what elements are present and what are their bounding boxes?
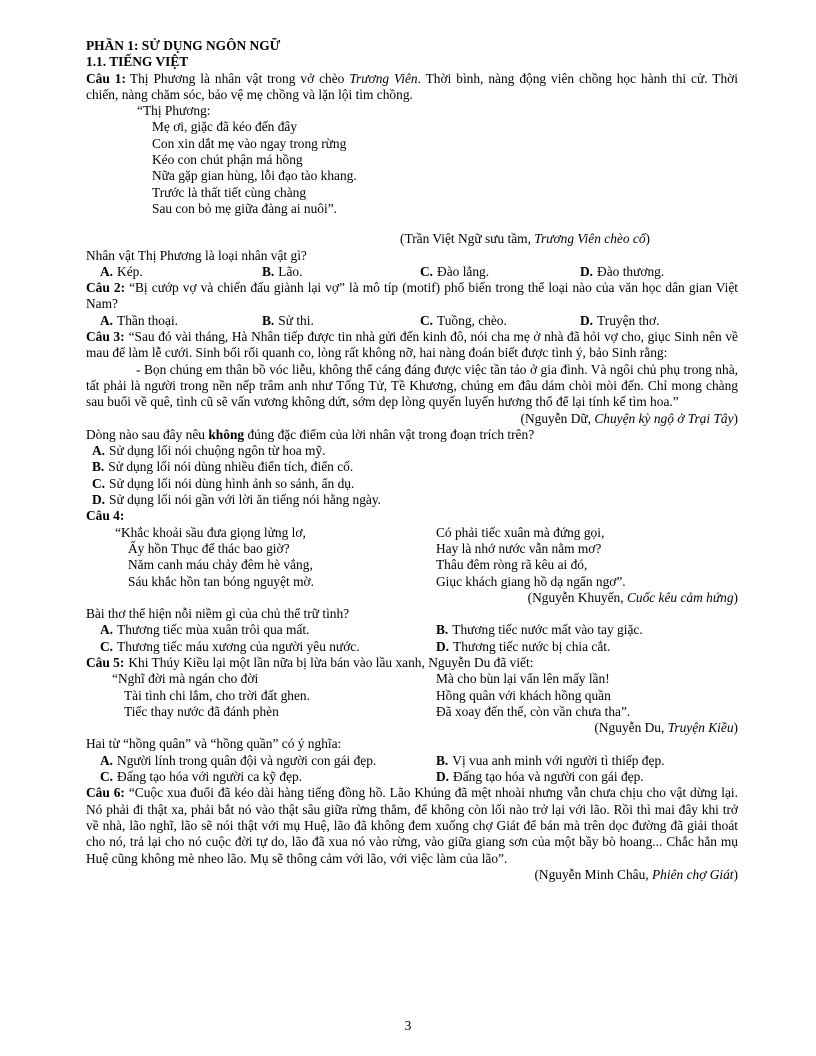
- page-content: [86, 38, 738, 883]
- q1-option-b: [262, 264, 420, 280]
- option-letter: B.: [436, 752, 449, 768]
- q2-intro-text: “Bị cướp vợ và chiến đấu giành lại vợ” là mô típ (motif) phổ biến trong thể loại nào của văn học dân gian Việt Nam?: [86, 280, 738, 312]
- verse-line-right: Thâu đêm ròng rã kêu ai đó,: [436, 557, 588, 573]
- q4-question: Bài thơ thể hiện nỗi niềm gì của chủ thể trữ tình?: [86, 606, 350, 622]
- option-text: Lão.: [278, 263, 303, 279]
- q5-option-b: [436, 753, 665, 769]
- q6-intro: [86, 785, 738, 866]
- option-letter: A.: [92, 443, 106, 459]
- option-text: Thương tiếc nước mất vào tay giặc.: [452, 622, 643, 638]
- q1-verse-line: Trước là thất tiết cùng chàng: [152, 184, 307, 200]
- q5-option-d: [436, 769, 644, 785]
- verse-line-right: Giục khách giang hồ dạ ngẩn ngơ”.: [436, 573, 626, 589]
- q1-source-text: (Trần Việt Ngữ sưu tầm: [400, 231, 528, 247]
- option-text: Sử dụng lối nói dùng hình ảnh so sánh, ẩn dụ.: [109, 475, 355, 491]
- q3-intro: [86, 329, 738, 362]
- q5-verse-row: [112, 688, 738, 704]
- q5-intro-text: Khi Thúy Kiều lại một lần nữa bị lừa bán vào lầu xanh, Nguyễn Du đã viết:: [128, 654, 534, 670]
- option-text: Thần thoại.: [117, 312, 179, 328]
- q1-intro-text-2: . Thời bình, nàng động viên chồng học hành thi cử. Thời chiến, nàng chăm sóc, bảo vệ mẹ chồng và lặn lội tìm chồng.: [86, 70, 738, 102]
- option-letter: C.: [420, 263, 434, 279]
- verse-line-right: Hay là nhớ nước vẫn nằm mơ?: [436, 540, 602, 556]
- q4-source-text: (Nguyễn Khuyến,: [527, 589, 627, 605]
- option-letter: A.: [100, 622, 114, 638]
- q3-question: [86, 427, 738, 443]
- option-letter: C.: [92, 475, 106, 491]
- q3-source-close: ): [733, 410, 738, 426]
- option-letter: A.: [100, 263, 114, 279]
- option-letter: B.: [92, 459, 105, 475]
- q1-intro-text-1: Thị Phương là nhân vật trong vở chèo: [129, 70, 350, 86]
- q4-source: [86, 590, 738, 606]
- option-letter: C.: [420, 312, 434, 328]
- q2-option-d: [580, 313, 738, 329]
- q3-source-work: Chuyện kỳ ngộ ở Trại Tây: [594, 410, 734, 426]
- option-text: Kép.: [117, 263, 143, 279]
- verse-line-right: Hồng quân với khách hồng quần: [436, 687, 611, 703]
- q4-verse-row: [115, 525, 738, 541]
- verse-line-left: Tiếc thay nước đã đánh phèn: [124, 703, 279, 719]
- q4-option-a: [100, 622, 436, 638]
- q4-source-close: ): [733, 589, 738, 605]
- q2-option-c: [420, 313, 580, 329]
- q4-options-row-2: [100, 639, 738, 655]
- option-text: Đấng tạo hóa với người ca kỹ đẹp.: [117, 769, 303, 785]
- q2-options: [100, 313, 738, 329]
- option-text: Đào lẳng.: [437, 263, 490, 279]
- q1-option-a: [100, 264, 262, 280]
- q3-source-text: (Nguyễn Dữ,: [520, 410, 595, 426]
- q3-reply: - Bọn chúng em thân bồ vóc liễu, không thể cáng đáng được việc tần tảo ở gia đình. Và ngôi chủ phụ trong nhà, tất phải là người trong nền nếp trâm anh như Tống Tử, Tề Khương, chúng em đâu dám chòi mòi đến. Chỉ mong chàng sau buổi về quê, tình cũ sẽ vấn vương không dứt, sớm dẹp lòng quyến luyến hương thổ để lại tính kế tìm hoa.”: [86, 361, 738, 410]
- q5-option-a: [100, 753, 436, 769]
- q1-verse-line: Kéo con chút phận má hồng: [152, 152, 303, 168]
- q3-label: Câu 3:: [86, 329, 125, 345]
- q3-question-text-2: đúng đặc điểm của lời nhân vật trong đoạn trích trên?: [244, 426, 535, 442]
- q1-option-d: [580, 264, 738, 280]
- q4-verse-row: [115, 574, 738, 590]
- q6-intro-text: “Cuộc xua đuổi đã kéo dài hàng tiếng đồng hồ. Lão Khúng đã mệt nhoài nhưng vẫn chưa chịu cho vật dừng lại. Nó phải đi thật xa, phải bắt nó vào thật sâu giữa rừng thẳm, để không còn lối nào trở lại với lão. Rồi thì mai đây khi trở về nhà, lão nghĩ, lão sẽ nói thật với mụ Huệ, lão đã không đem xuống chợ Giát để bán mà trên dọc đường đã giải thoát cho nó, trả lại cho nó cuộc đời tự do, lão đã xua nó vào rừng, vào giữa giang sơn của một bầy bò hoang... Chắc hẳn mụ Huệ cũng không mè nheo lão. Mụ sẽ thông cảm với lão, với việc làm của lão”.: [86, 785, 738, 866]
- q1-verse: [86, 103, 738, 217]
- q1-intro: [86, 71, 738, 104]
- option-text: Sử dụng lối nói dùng nhiều điển tích, điển cố.: [108, 459, 354, 475]
- q5-verse-row: [112, 671, 738, 687]
- option-text: Sử dụng lối nói gần với lời ăn tiếng nói hằng ngày.: [109, 492, 382, 508]
- q2-label: Câu 2:: [86, 280, 126, 296]
- q1-question: Nhân vật Thị Phương là loại nhân vật gì?: [86, 247, 307, 263]
- verse-line-left: Sáu khắc hồn tan bóng nguyệt mờ.: [128, 573, 314, 589]
- q5-intro: [86, 655, 738, 671]
- verse-line-right: Có phải tiếc xuân mà đứng gọi,: [436, 524, 605, 540]
- q5-options-row-1: [100, 753, 738, 769]
- q1-source-work: , Trương Viên chèo cổ: [527, 231, 646, 247]
- option-letter: B.: [262, 263, 275, 279]
- q1-verse-line: Nữa gặp gian hùng, lỗi đạo tào khang.: [152, 168, 357, 184]
- q6-source-work: Phiên chợ Giát: [652, 866, 734, 882]
- option-letter: D.: [92, 492, 106, 508]
- q3-option-d: [92, 492, 738, 508]
- option-text: Thương tiếc máu xương của người yêu nước.: [117, 638, 360, 654]
- q3-option-a: [92, 443, 738, 459]
- q2-option-a: [100, 313, 262, 329]
- q3-intro-text: “Sau đó vài tháng, Hà Nhân tiếp được tin nhà gửi đến kinh đô, nói cha mẹ ở nhà đã hỏi vợ cho, giục Sinh nên về mau để làm lễ cưới. Sinh bối rối quanh co, lòng rất không nỡ, hai nàng đoán biết được tình ý, bảo Sinh rằng:: [86, 329, 738, 361]
- option-letter: C.: [100, 769, 114, 785]
- q3-question-emphasis: không: [208, 426, 245, 442]
- q5-source-text: (Nguyễn Du,: [594, 720, 668, 736]
- verse-line-right: Mà cho bùn lại vẩn lên mấy lần!: [436, 671, 610, 687]
- verse-line-left: “Nghĩ đời mà ngán cho đời: [112, 671, 259, 687]
- q1-source: [86, 231, 738, 247]
- q2-option-b: [262, 313, 420, 329]
- option-text: Sử thi.: [278, 312, 314, 328]
- q5-source-close: ): [733, 720, 738, 736]
- option-letter: D.: [436, 769, 450, 785]
- q1-verse-speaker: “Thị Phương:: [137, 103, 211, 119]
- option-text: Người lính trong quân đội và người con gái đẹp.: [117, 752, 377, 768]
- verse-line-left: Tài tình chi lắm, cho trời đất ghen.: [124, 687, 310, 703]
- q5-verse: [86, 671, 738, 720]
- q5-options-row-2: [100, 769, 738, 785]
- q4-label: Câu 4:: [86, 508, 125, 524]
- q4-option-b: [436, 622, 643, 638]
- q6-source-text: (Nguyễn Minh Châu,: [534, 866, 652, 882]
- option-text: Vị vua anh minh với người tì thiếp đẹp.: [452, 752, 665, 768]
- option-text: Đấng tạo hóa và người con gái đẹp.: [453, 769, 644, 785]
- option-letter: D.: [580, 263, 594, 279]
- q5-question: Hai từ “hồng quân” và “hồng quần” có ý nghĩa:: [86, 736, 342, 752]
- verse-line-right: Đã xoay đến thế, còn vần chưa tha”.: [436, 703, 631, 719]
- q1-label: Câu 1:: [86, 70, 126, 86]
- q4-option-c: [100, 639, 436, 655]
- verse-line-left: Năm canh máu chảy đêm hè vắng,: [128, 557, 313, 573]
- q5-label: Câu 5:: [86, 654, 125, 670]
- part-heading: PHẦN 1: SỬ DỤNG NGÔN NGỮ: [86, 38, 281, 53]
- option-text: Thương tiếc mùa xuân trôi qua mất.: [117, 622, 310, 638]
- q2-intro: [86, 280, 738, 313]
- q6-label: Câu 6:: [86, 785, 125, 801]
- q4-verse: [86, 525, 738, 590]
- q4-option-d: [436, 639, 610, 655]
- q4-verse-row: [115, 557, 738, 573]
- q1-option-c: [420, 264, 580, 280]
- q1-options: [100, 264, 738, 280]
- q3-source: [86, 411, 738, 427]
- option-text: Tuồng, chèo.: [437, 312, 507, 328]
- verse-line-left: “Khắc khoải sầu đưa giọng lửng lơ,: [115, 524, 306, 540]
- q4-label-line: [86, 508, 738, 524]
- option-letter: A.: [100, 752, 114, 768]
- q6-source-close: ): [733, 866, 738, 882]
- q3-options: [92, 443, 738, 508]
- q4-options-row-1: [100, 622, 738, 638]
- q1-work-title: Trương Viên: [349, 70, 418, 86]
- q3-question-text-1: Dòng nào sau đây nêu: [86, 426, 209, 442]
- option-letter: D.: [436, 638, 450, 654]
- option-letter: A.: [100, 312, 114, 328]
- q4-verse-row: [115, 541, 738, 557]
- q6-source: [86, 867, 738, 883]
- q1-verse-line: Mẹ ơi, giặc đã kéo đến đây: [152, 119, 298, 135]
- option-letter: C.: [100, 638, 114, 654]
- option-letter: B.: [262, 312, 275, 328]
- verse-line-left: Ấy hồn Thục đế thác bao giờ?: [128, 540, 290, 556]
- q1-verse-line: Con xin dắt mẹ vào ngay trong rừng: [152, 135, 347, 151]
- q5-source-work: Truyện Kiều: [667, 720, 734, 736]
- q3-option-c: [92, 476, 738, 492]
- q1-verse-line: Sau con bỏ mẹ giữa đàng ai nuôi”.: [152, 200, 338, 216]
- q4-source-work: Cuốc kêu cảm hứng: [626, 589, 734, 605]
- option-letter: D.: [580, 312, 594, 328]
- q5-option-c: [100, 769, 436, 785]
- page-number: 3: [404, 1018, 412, 1033]
- section-heading: 1.1. TIẾNG VIỆT: [86, 54, 189, 70]
- q5-verse-row: [112, 704, 738, 720]
- option-text: Truyện thơ.: [597, 312, 660, 328]
- option-text: Đào thương.: [597, 263, 665, 279]
- q1-source-close: ): [645, 231, 650, 247]
- q5-source: [86, 720, 738, 736]
- q3-option-b: [92, 459, 738, 475]
- option-text: Thương tiếc nước bị chia cắt.: [453, 638, 611, 654]
- option-text: Sử dụng lối nói chuộng ngôn từ hoa mỹ.: [109, 443, 326, 459]
- option-letter: B.: [436, 622, 449, 638]
